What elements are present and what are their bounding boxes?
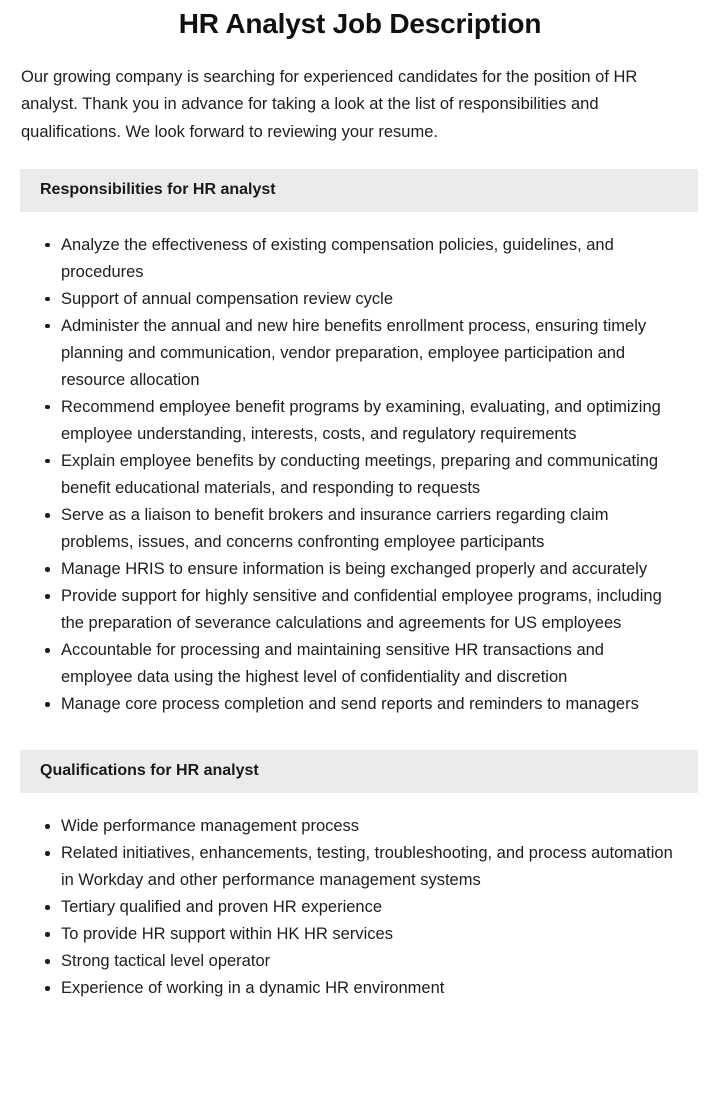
list-item: Manage core process completion and send reports and reminders to managers (45, 691, 680, 718)
responsibilities-heading: Responsibilities for HR analyst (20, 169, 698, 212)
qualifications-heading: Qualifications for HR analyst (20, 750, 698, 793)
list-item: Manage HRIS to ensure information is being exchanged properly and accurately (45, 556, 680, 583)
list-item: Tertiary qualified and proven HR experience (45, 894, 680, 921)
list-item: Strong tactical level operator (45, 948, 680, 975)
list-item: Explain employee benefits by conducting meetings, preparing and communicating benefit educational materials, and responding to requests (45, 448, 680, 502)
list-item: Support of annual compensation review cycle (45, 286, 680, 313)
page-title: HR Analyst Job Description (178, 8, 542, 39)
list-item: Experience of working in a dynamic HR environment (45, 975, 680, 1002)
qualifications-section (0, 750, 720, 1002)
list-item: Serve as a liaison to benefit brokers and insurance carriers regarding claim problems, issues, and concerns confronting employee participants (45, 502, 680, 556)
responsibilities-list (0, 212, 720, 719)
list-item: Accountable for processing and maintaining sensitive HR transactions and employee data using the highest level of confidentiality and discretion (45, 637, 680, 691)
list-item: Wide performance management process (45, 813, 680, 840)
list-item: To provide HR support within HK HR services (45, 921, 680, 948)
intro-paragraph: Our growing company is searching for experienced candidates for the position of HR analyst. Thank you in advance for taking a look at the list of responsibilities and qualifications. We look forward to reviewing your resume. (21, 67, 638, 142)
list-item: Related initiatives, enhancements, testing, troubleshooting, and process automation in Workday and other performance management systems (45, 840, 680, 894)
list-item: Recommend employee benefit programs by examining, evaluating, and optimizing employee understanding, interests, costs, and regulatory requirements (45, 394, 680, 448)
list-item: Provide support for highly sensitive and confidential employee programs, including the preparation of severance calculations and agreements for US employees (45, 583, 680, 637)
list-item: Analyze the effectiveness of existing compensation policies, guidelines, and procedures (45, 232, 680, 286)
qualifications-list (0, 793, 720, 1002)
responsibilities-section (0, 169, 720, 719)
list-item: Administer the annual and new hire benefits enrollment process, ensuring timely planning and communication, vendor preparation, employee participation and resource allocation (45, 313, 680, 394)
